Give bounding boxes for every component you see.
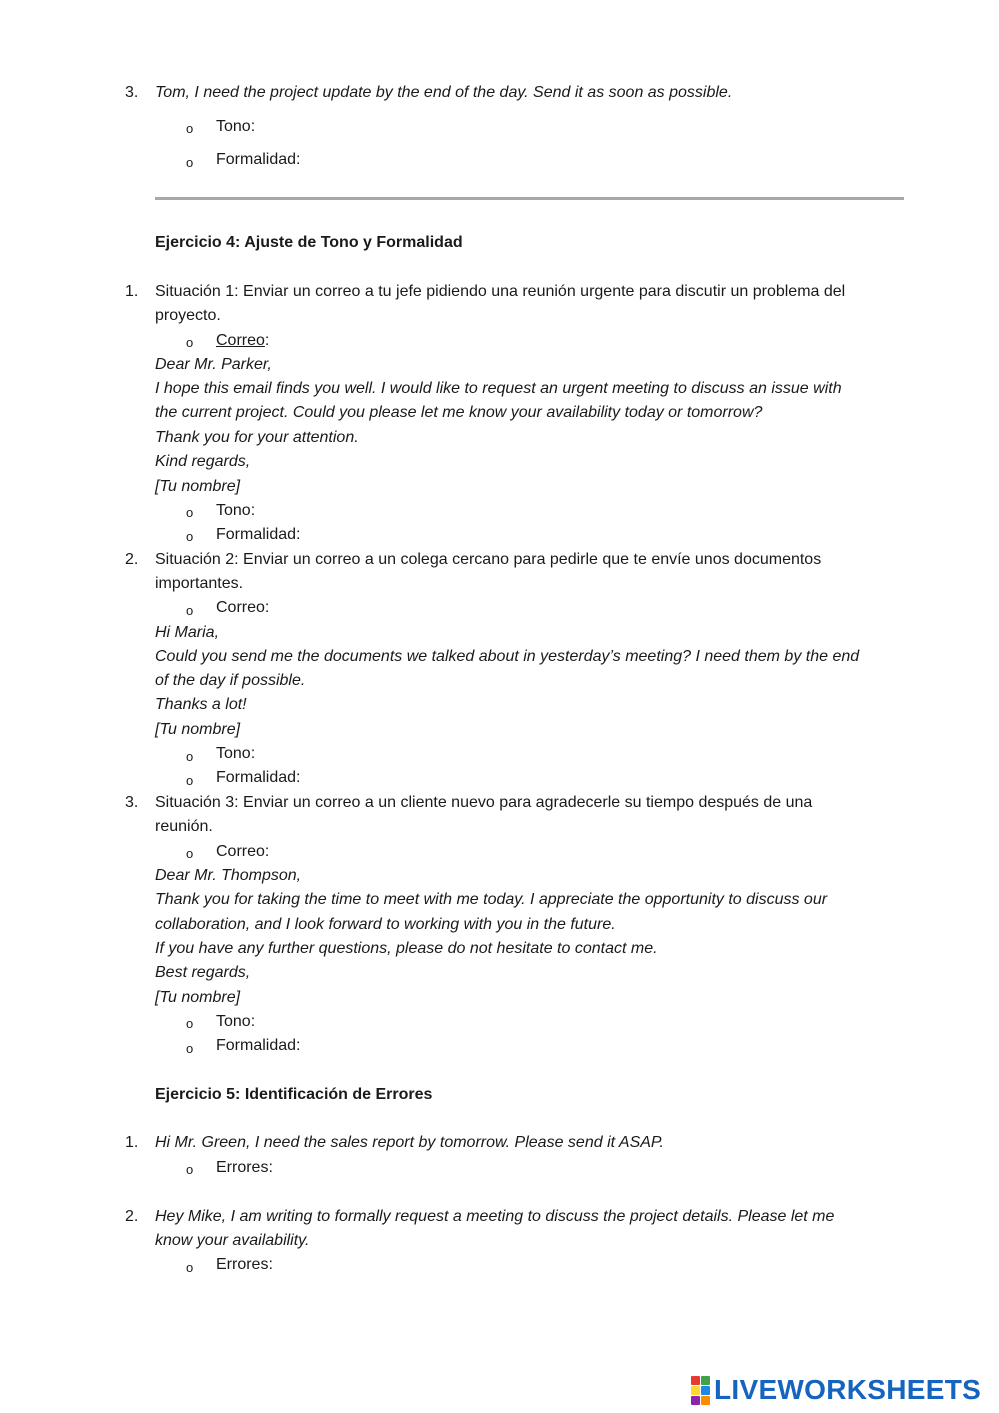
email-line: I hope this email finds you well. I would like to request an urgent meeting to discuss an issue with [155, 380, 842, 397]
email-line: Hi Maria, [155, 624, 220, 641]
bullet-icon: o [186, 505, 194, 520]
bullet-icon: o [186, 335, 194, 350]
bullet-icon: o [186, 1260, 194, 1275]
email-line: collaboration, and I look forward to working with you in the future. [155, 916, 616, 933]
tono-label: Tono: [216, 118, 256, 135]
formalidad-label: Formalidad: [216, 769, 301, 786]
email-line: [Tu nombre] [155, 989, 241, 1006]
horizontal-divider [155, 197, 904, 200]
sentence-text: Tom, I need the project update by the end of the day. Send it as soon as possible. [155, 84, 733, 101]
email-line: Dear Mr. Thompson, [155, 867, 302, 884]
situation-text: Situación 2: Enviar un correo a un colega cercano para pedirle que te envíe unos documentos [155, 551, 822, 568]
email-line: Kind regards, [155, 453, 251, 470]
email-line: Thank you for your attention. [155, 429, 359, 446]
bullet-icon: o [186, 603, 194, 618]
logo-text: LIVEWORKSHEETS [714, 1374, 982, 1405]
correo-link[interactable]: Correo [216, 332, 265, 349]
correo-label: Correo: [216, 843, 270, 860]
bullet-icon: o [186, 155, 194, 170]
sentence-text: Hi Mr. Green, I need the sales report by tomorrow. Please send it ASAP. [155, 1134, 664, 1151]
email-line: Could you send me the documents we talked about in yesterday’s meeting? I need them by the end [155, 648, 860, 665]
bullet-icon: o [186, 749, 194, 764]
email-line: of the day if possible. [155, 672, 306, 689]
email-line: Best regards, [155, 964, 251, 981]
email-line: Thank you for taking the time to meet with me today. I appreciate the opportunity to discuss our [155, 891, 828, 908]
sentence-text: Hey Mike, I am writing to formally request a meeting to discuss the project details. Please let me [155, 1208, 835, 1225]
email-line: [Tu nombre] [155, 478, 241, 495]
section-heading: Ejercicio 5: Identificación de Errores [155, 1086, 433, 1103]
situation-text: importantes. [155, 575, 244, 592]
situation-text: Situación 3: Enviar un correo a un cliente nuevo para agradecerle su tiempo después de una [155, 794, 813, 811]
correo-label: Correo: [216, 332, 270, 349]
item-number: 1. [125, 1134, 139, 1151]
item-number: 2. [125, 551, 139, 568]
bullet-icon: o [186, 1016, 194, 1031]
bullet-icon: o [186, 529, 194, 544]
bullet-icon: o [186, 121, 194, 136]
tono-label: Tono: [216, 1013, 256, 1030]
correo-label: Correo: [216, 599, 270, 616]
item-number: 1. [125, 283, 139, 300]
email-line: Thanks a lot! [155, 696, 247, 713]
errores-label: Errores: [216, 1256, 273, 1273]
tono-label: Tono: [216, 745, 256, 762]
item-number: 3. [125, 794, 139, 811]
situation-text: reunión. [155, 818, 213, 835]
formalidad-label: Formalidad: [216, 1037, 301, 1054]
situation-text: proyecto. [155, 307, 221, 324]
item-number: 2. [125, 1208, 139, 1225]
formalidad-label: Formalidad: [216, 526, 301, 543]
item-number: 3. [125, 84, 139, 101]
tono-label: Tono: [216, 502, 256, 519]
email-line: Dear Mr. Parker, [155, 356, 272, 373]
bullet-icon: o [186, 1041, 194, 1056]
email-line: the current project. Could you please let me know your availability today or tomorrow? [155, 404, 763, 421]
email-line: If you have any further questions, please do not hesitate to contact me. [155, 940, 658, 957]
bullet-icon: o [186, 773, 194, 788]
section-heading: Ejercicio 4: Ajuste de Tono y Formalidad [155, 234, 463, 251]
liveworksheets-logo[interactable] [691, 1375, 981, 1405]
formalidad-label: Formalidad: [216, 151, 301, 168]
bullet-icon: o [186, 1162, 194, 1177]
situation-text: Situación 1: Enviar un correo a tu jefe pidiendo una reunión urgente para discutir un problema del [155, 283, 846, 300]
sentence-text: know your availability. [155, 1232, 310, 1249]
errores-label: Errores: [216, 1159, 273, 1176]
email-line: [Tu nombre] [155, 721, 241, 738]
bullet-icon: o [186, 846, 194, 861]
logo-grid-icon [691, 1376, 710, 1405]
